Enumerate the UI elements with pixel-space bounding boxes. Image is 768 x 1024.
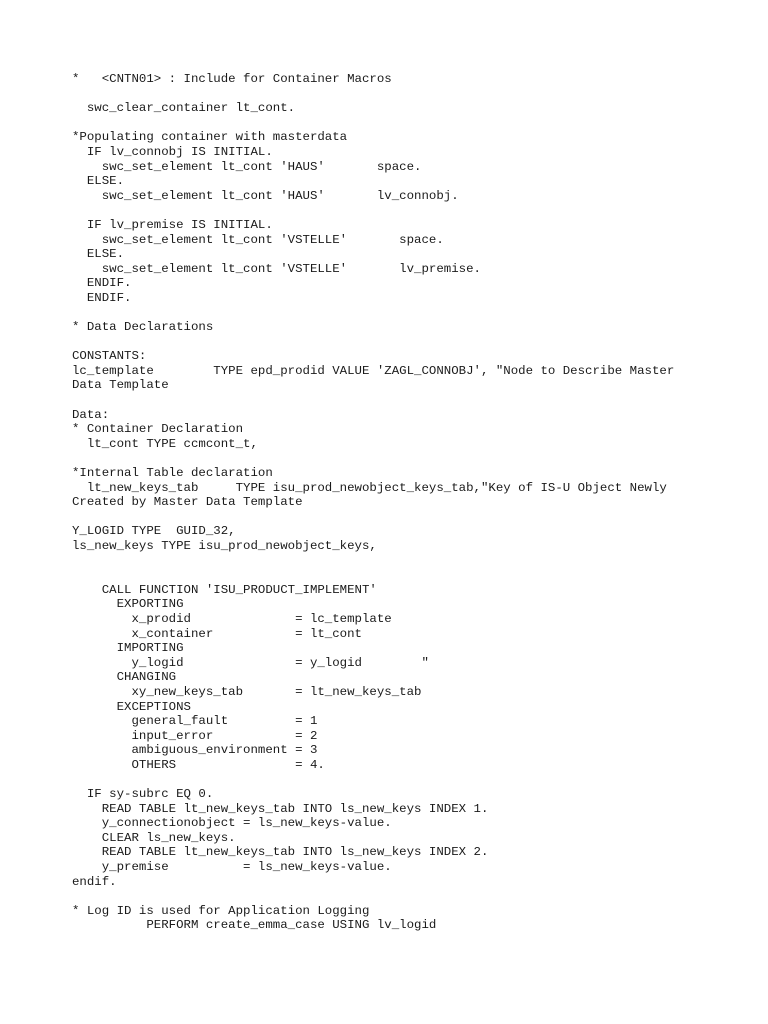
code-line <box>72 203 712 218</box>
code-line: x_prodid = lc_template <box>72 611 392 626</box>
code-line <box>72 116 712 131</box>
code-line: ls_new_keys TYPE isu_prod_newobject_keys, <box>72 539 377 553</box>
code-line: swc_set_element lt_cont 'VSTELLE' lv_premise. <box>72 261 481 276</box>
code-line <box>72 568 712 583</box>
code-line: IF lv_connobj IS INITIAL. <box>72 144 273 159</box>
code-line: swc_set_element lt_cont 'VSTELLE' space. <box>72 232 444 247</box>
code-line <box>72 87 712 102</box>
code-document <box>72 72 712 933</box>
code-line: input_error = 2 <box>72 728 318 743</box>
code-line: CONSTANTS: <box>72 349 147 364</box>
code-line: ELSE. <box>72 174 125 189</box>
code-line <box>72 510 712 525</box>
code-line: * <CNTN01> : Include for Container Macros <box>72 72 392 86</box>
code-line: x_container = lt_cont <box>72 626 362 641</box>
code-line: EXPORTING <box>72 597 184 612</box>
code-line: * Log ID is used for Application Logging <box>72 903 370 918</box>
code-line: CHANGING <box>72 670 177 685</box>
code-line: Data: <box>72 407 110 422</box>
code-line: ambiguous_environment = 3 <box>72 743 318 758</box>
code-line: ENDIF. <box>72 290 132 305</box>
code-line: * Container Declaration <box>72 422 244 437</box>
code-line: general_fault = 1 <box>72 714 318 729</box>
code-line <box>72 393 712 408</box>
code-line <box>72 451 712 466</box>
code-line: READ TABLE lt_new_keys_tab INTO ls_new_keys INDEX 2. <box>72 845 489 860</box>
code-line: CALL FUNCTION 'ISU_PRODUCT_IMPLEMENT' <box>72 582 377 597</box>
code-line: CLEAR ls_new_keys. <box>72 830 236 845</box>
code-line: lt_cont TYPE ccmcont_t, <box>72 436 258 451</box>
code-line: PERFORM create_emma_case USING lv_logid <box>72 918 437 933</box>
code-line: Created by Master Data Template <box>72 495 303 510</box>
code-line <box>72 306 712 321</box>
code-line: *Internal Table declaration <box>72 466 273 481</box>
code-line <box>72 889 712 904</box>
code-line: y_connectionobject = ls_new_keys-value. <box>72 816 392 831</box>
code-line: *Populating container with masterdata <box>72 130 348 145</box>
code-line: lt_new_keys_tab TYPE isu_prod_newobject_keys_tab,"Key of IS-U Object Newly <box>72 480 667 495</box>
code-line: swc_set_element lt_cont 'HAUS' lv_connobj. <box>72 188 459 203</box>
code-line: Y_LOGID TYPE GUID_32, <box>72 524 236 539</box>
code-line <box>72 773 712 788</box>
code-line: ENDIF. <box>72 276 132 291</box>
code-line: y_premise = ls_new_keys-value. <box>72 860 392 875</box>
code-line: ELSE. <box>72 247 125 262</box>
code-line: Data Template <box>72 378 169 393</box>
code-line: xy_new_keys_tab = lt_new_keys_tab <box>72 684 422 699</box>
code-line <box>72 335 712 350</box>
code-line: IF lv_premise IS INITIAL. <box>72 217 273 232</box>
code-line: lc_template TYPE epd_prodid VALUE 'ZAGL_CONNOBJ', "Node to Describe Master <box>72 363 675 378</box>
code-line: EXCEPTIONS <box>72 699 191 714</box>
code-line: y_logid = y_logid " <box>72 655 429 670</box>
code-line: swc_clear_container lt_cont. <box>72 101 296 116</box>
code-line: swc_set_element lt_cont 'HAUS' space. <box>72 159 422 174</box>
code-line: IMPORTING <box>72 641 184 656</box>
code-line: * Data Declarations <box>72 320 214 335</box>
code-line: IF sy-subrc EQ 0. <box>72 787 214 802</box>
code-line: OTHERS = 4. <box>72 757 325 772</box>
code-line <box>72 554 712 569</box>
code-line: READ TABLE lt_new_keys_tab INTO ls_new_keys INDEX 1. <box>72 801 489 816</box>
code-line: endif. <box>72 874 117 889</box>
